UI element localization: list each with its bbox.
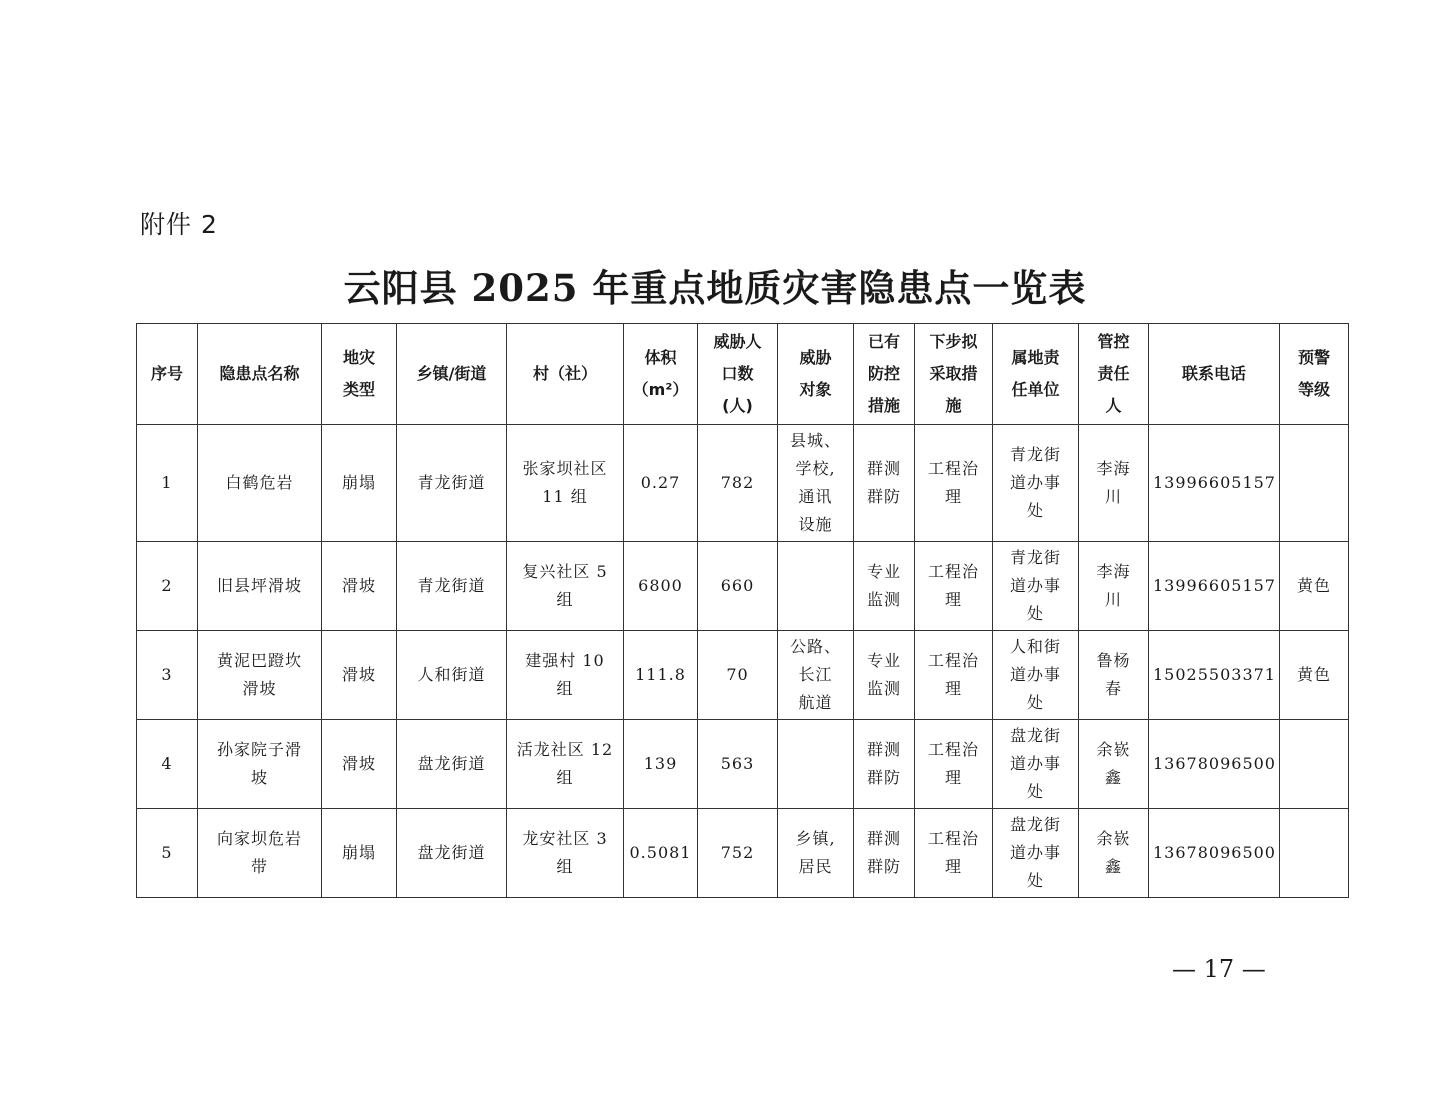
cell-responsible-unit: 盘龙街 道办事 处 — [993, 809, 1079, 898]
header-responsible-unit: 属地责 任单位 — [993, 324, 1079, 425]
table-row — [137, 809, 1349, 898]
cell-existing-measures: 群测 群防 — [854, 720, 915, 809]
cell-seq: 5 — [137, 809, 198, 898]
cell-target — [778, 720, 854, 809]
cell-name: 孙家院子滑 坡 — [198, 720, 322, 809]
cell-phone: 15025503371 — [1149, 631, 1280, 720]
cell-target: 公路、 长江 航道 — [778, 631, 854, 720]
header-name: 隐患点名称 — [198, 324, 322, 425]
cell-type: 滑坡 — [322, 542, 397, 631]
cell-type: 崩塌 — [322, 425, 397, 542]
cell-responsible-person: 李海 川 — [1079, 425, 1149, 542]
header-seq: 序号 — [137, 324, 198, 425]
cell-town: 盘龙街道 — [397, 809, 507, 898]
cell-phone: 13678096500 — [1149, 720, 1280, 809]
cell-village: 复兴社区 5 组 — [507, 542, 624, 631]
cell-village: 张家坝社区 11 组 — [507, 425, 624, 542]
table-row — [137, 631, 1349, 720]
table-row — [137, 542, 1349, 631]
header-volume: 体积 （m²） — [624, 324, 698, 425]
cell-phone: 13996605157 — [1149, 425, 1280, 542]
cell-phone: 13678096500 — [1149, 809, 1280, 898]
cell-planned-measures: 工程治 理 — [915, 425, 993, 542]
cell-responsible-unit: 人和街 道办事 处 — [993, 631, 1079, 720]
header-warning-level: 预警 等级 — [1280, 324, 1349, 425]
cell-volume: 139 — [624, 720, 698, 809]
page-title: 云阳县 2025 年重点地质灾害隐患点一览表 — [343, 266, 1087, 310]
cell-target: 县城、 学校, 通讯 设施 — [778, 425, 854, 542]
cell-volume: 111.8 — [624, 631, 698, 720]
cell-responsible-unit: 青龙街 道办事 处 — [993, 425, 1079, 542]
header-town: 乡镇/街道 — [397, 324, 507, 425]
header-planned-measures: 下步拟 采取措 施 — [915, 324, 993, 425]
cell-town: 盘龙街道 — [397, 720, 507, 809]
cell-planned-measures: 工程治 理 — [915, 631, 993, 720]
table-row — [137, 720, 1349, 809]
cell-warning-level — [1280, 809, 1349, 898]
header-target: 威胁 对象 — [778, 324, 854, 425]
cell-type: 崩塌 — [322, 809, 397, 898]
cell-phone: 13996605157 — [1149, 542, 1280, 631]
cell-seq: 4 — [137, 720, 198, 809]
cell-warning-level: 黄色 — [1280, 542, 1349, 631]
cell-responsible-person: 李海 川 — [1079, 542, 1149, 631]
header-village: 村（社） — [507, 324, 624, 425]
cell-population: 752 — [698, 809, 778, 898]
cell-population: 782 — [698, 425, 778, 542]
cell-responsible-unit: 盘龙街 道办事 处 — [993, 720, 1079, 809]
cell-volume: 6800 — [624, 542, 698, 631]
cell-responsible-person: 余嵚 鑫 — [1079, 809, 1149, 898]
cell-village: 建强村 10 组 — [507, 631, 624, 720]
header-phone: 联系电话 — [1149, 324, 1280, 425]
cell-existing-measures: 专业 监测 — [854, 542, 915, 631]
hazard-table — [136, 323, 1349, 898]
cell-responsible-person: 鲁杨 春 — [1079, 631, 1149, 720]
cell-responsible-person: 余嵚 鑫 — [1079, 720, 1149, 809]
cell-planned-measures: 工程治 理 — [915, 809, 993, 898]
page-number: — 17 — — [1172, 955, 1266, 983]
cell-type: 滑坡 — [322, 720, 397, 809]
cell-existing-measures: 专业 监测 — [854, 631, 915, 720]
cell-town: 青龙街道 — [397, 542, 507, 631]
cell-seq: 1 — [137, 425, 198, 542]
cell-planned-measures: 工程治 理 — [915, 720, 993, 809]
cell-volume: 0.27 — [624, 425, 698, 542]
cell-population: 70 — [698, 631, 778, 720]
cell-seq: 3 — [137, 631, 198, 720]
header-type: 地灾 类型 — [322, 324, 397, 425]
cell-seq: 2 — [137, 542, 198, 631]
cell-existing-measures: 群测 群防 — [854, 809, 915, 898]
cell-name: 黄泥巴蹬坎 滑坡 — [198, 631, 322, 720]
header-existing-measures: 已有 防控 措施 — [854, 324, 915, 425]
cell-village: 龙安社区 3 组 — [507, 809, 624, 898]
table-row — [137, 425, 1349, 542]
attachment-label: 附件 2 — [140, 210, 218, 239]
cell-town: 青龙街道 — [397, 425, 507, 542]
cell-responsible-unit: 青龙街 道办事 处 — [993, 542, 1079, 631]
cell-planned-measures: 工程治 理 — [915, 542, 993, 631]
cell-existing-measures: 群测 群防 — [854, 425, 915, 542]
cell-volume: 0.5081 — [624, 809, 698, 898]
cell-warning-level — [1280, 425, 1349, 542]
cell-target: 乡镇, 居民 — [778, 809, 854, 898]
header-population: 威胁人 口数 (人) — [698, 324, 778, 425]
cell-warning-level — [1280, 720, 1349, 809]
cell-warning-level: 黄色 — [1280, 631, 1349, 720]
cell-town: 人和街道 — [397, 631, 507, 720]
cell-name: 旧县坪滑坡 — [198, 542, 322, 631]
cell-population: 660 — [698, 542, 778, 631]
cell-village: 活龙社区 12 组 — [507, 720, 624, 809]
table-header-row — [137, 324, 1349, 425]
cell-population: 563 — [698, 720, 778, 809]
cell-name: 向家坝危岩 带 — [198, 809, 322, 898]
cell-type: 滑坡 — [322, 631, 397, 720]
cell-target — [778, 542, 854, 631]
header-responsible-person: 管控 责任 人 — [1079, 324, 1149, 425]
cell-name: 白鹤危岩 — [198, 425, 322, 542]
